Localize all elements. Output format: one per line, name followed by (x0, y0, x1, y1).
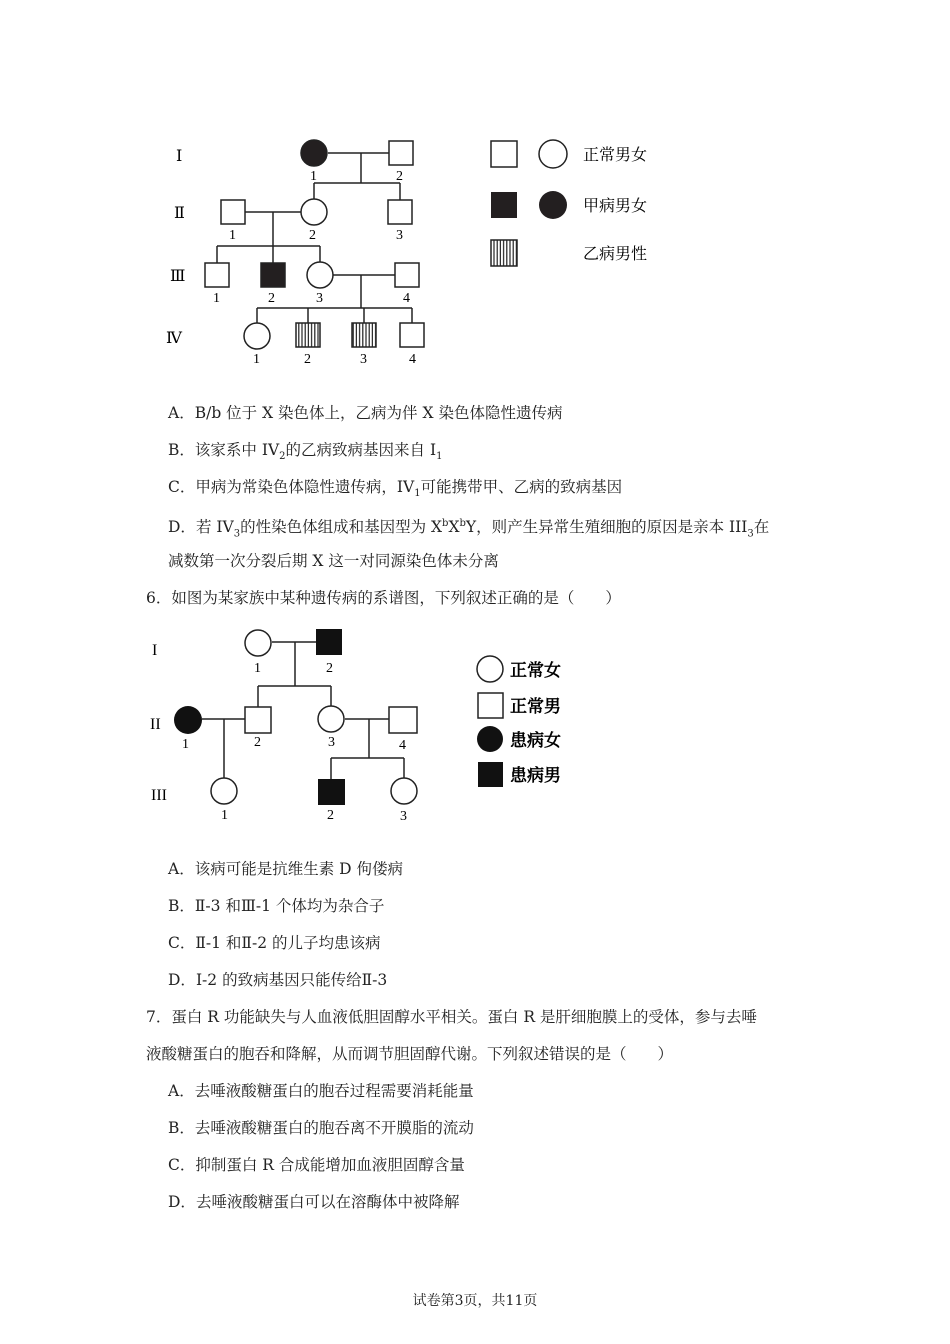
gen-label: II (150, 716, 161, 733)
i2-normal-male (389, 141, 413, 165)
legend-affected-male-icon (491, 192, 517, 218)
legend-normal-female-icon (477, 656, 503, 682)
pedigree-chart-1 (150, 125, 680, 375)
ind-number: 2 (254, 735, 261, 750)
legend-label: 患病男 (510, 766, 561, 785)
legend-label: 正常男 (510, 697, 561, 716)
ind-number: 1 (253, 352, 260, 367)
ii3-normal-female (318, 706, 344, 732)
ind-number: 2 (309, 228, 316, 243)
ind-number: 1 (213, 291, 220, 306)
legend-disease-a-label: 甲病男女 (583, 198, 648, 215)
q7-stem-line1: 7．蛋白 R 功能缺失与人血液低胆固醇水平相关。蛋白 R 是肝细胞膜上的受体，参与去唾 (146, 1008, 757, 1026)
q5-option-c: C．甲病为常染色体隐性遗传病，$IV_1$可能携带甲、乙病的致病基因 (168, 478, 623, 500)
ind-number: 3 (400, 809, 407, 824)
ind-number: 1 (254, 661, 261, 676)
pedigree-chart-2 (140, 620, 580, 830)
legend-affected-female-icon (539, 191, 567, 219)
q7-option-c: C．抑制蛋白 R 合成能增加血液胆固醇含量 (168, 1156, 465, 1174)
gen-label: III (151, 787, 167, 804)
ii2-normal-female (301, 199, 327, 225)
legend-label: 患病女 (510, 731, 561, 750)
ind-number: 1 (221, 808, 228, 823)
i2-affected-male (316, 629, 342, 655)
ind-number: 3 (360, 352, 367, 367)
legend-disease-b-label: 乙病男性 (583, 246, 648, 263)
i1-affected-female (301, 140, 327, 166)
gen-label: Ⅱ (174, 205, 185, 222)
ii1-affected-female (174, 706, 202, 734)
iii3-normal-female (307, 262, 333, 288)
ind-number: 4 (409, 352, 416, 367)
q7-option-b: B．去唾液酸糖蛋白的胞吞离不开膜脂的流动 (168, 1119, 474, 1137)
legend-affected-male-icon (478, 762, 503, 787)
q5-option-d-line2: 减数第一次分裂后期 X 这一对同源染色体未分离 (168, 552, 499, 570)
q7-option-a: A．去唾液酸糖蛋白的胞吞过程需要消耗能量 (168, 1082, 474, 1100)
ind-number: 2 (327, 808, 334, 823)
gen-label: Ⅳ (166, 330, 182, 347)
ind-number: 1 (229, 228, 236, 243)
iii1-normal-male (205, 263, 229, 287)
ind-number: 1 (182, 737, 189, 752)
ind-number: 2 (304, 352, 311, 367)
ind-number: 4 (399, 738, 406, 753)
q5-option-d: D．若 $IV_3$的性染色体组成和基因型为 $X^bX^bY$，则产生异常生殖细胞的原因是亲本 $III_3$在 (168, 518, 770, 540)
ind-number: 4 (403, 291, 410, 306)
ii3-normal-male (388, 200, 412, 224)
q7-stem-line2: 液酸糖蛋白的胞吞和降解，从而调节胆固醇代谢。下列叙述错误的是（ ） (146, 1045, 674, 1063)
q6-option-a: A．该病可能是抗维生素 D 佝偻病 (168, 860, 403, 878)
iii2-affected-male (261, 263, 285, 287)
ind-number: 1 (310, 169, 317, 184)
q5-option-b: B．该家系中 $IV_2$的乙病致病基因来自 $I_1$ (168, 441, 443, 463)
legend-normal-female-icon (539, 140, 567, 168)
legend-disease-b-male-icon (491, 240, 517, 266)
q6-option-d: D．Ⅰ-2 的致病基因只能传给Ⅱ-3 (168, 971, 388, 989)
legend-affected-female-icon (477, 726, 503, 752)
legend-normal-male-icon (491, 141, 517, 167)
q6-option-b: B．Ⅱ-3 和Ⅲ-1 个体均为杂合子 (168, 897, 385, 915)
iv4-normal-male (400, 323, 424, 347)
iv1-normal-female (244, 323, 270, 349)
ii1-normal-male (221, 200, 245, 224)
legend-label: 正常女 (510, 661, 561, 680)
iii4-normal-male (395, 263, 419, 287)
ind-number: 3 (328, 735, 335, 750)
q5-option-a: A．B/b 位于 X 染色体上，乙病为伴 X 染色体隐性遗传病 (168, 404, 563, 422)
i1-normal-female (245, 630, 271, 656)
ii2-normal-male (245, 707, 271, 733)
q6-option-c: C．Ⅱ-1 和Ⅱ-2 的儿子均患该病 (168, 934, 381, 952)
legend-normal-label: 正常男女 (583, 147, 648, 164)
iii2-affected-male (318, 779, 345, 805)
iii1-normal-female (211, 778, 237, 804)
ind-number: 2 (326, 661, 333, 676)
q7-option-d: D．去唾液酸糖蛋白可以在溶酶体中被降解 (168, 1193, 460, 1211)
ii4-normal-male (389, 707, 417, 733)
ind-number: 2 (396, 169, 403, 184)
gen-label: Ⅲ (170, 268, 186, 285)
legend-normal-male-icon (478, 693, 503, 718)
q6-stem: 6．如图为某家族中某种遗传病的系谱图，下列叙述正确的是（ ） (146, 589, 621, 607)
ind-number: 2 (268, 291, 275, 306)
iv3-disease-b-male (352, 323, 376, 347)
ind-number: 3 (396, 228, 403, 243)
iv2-disease-b-male (296, 323, 320, 347)
gen-label: I (152, 642, 158, 659)
gen-label: Ⅰ (176, 148, 183, 165)
page-footer: 试卷第3页，共11页 (412, 1293, 538, 1309)
iii3-normal-female (391, 778, 417, 804)
ind-number: 3 (316, 291, 323, 306)
